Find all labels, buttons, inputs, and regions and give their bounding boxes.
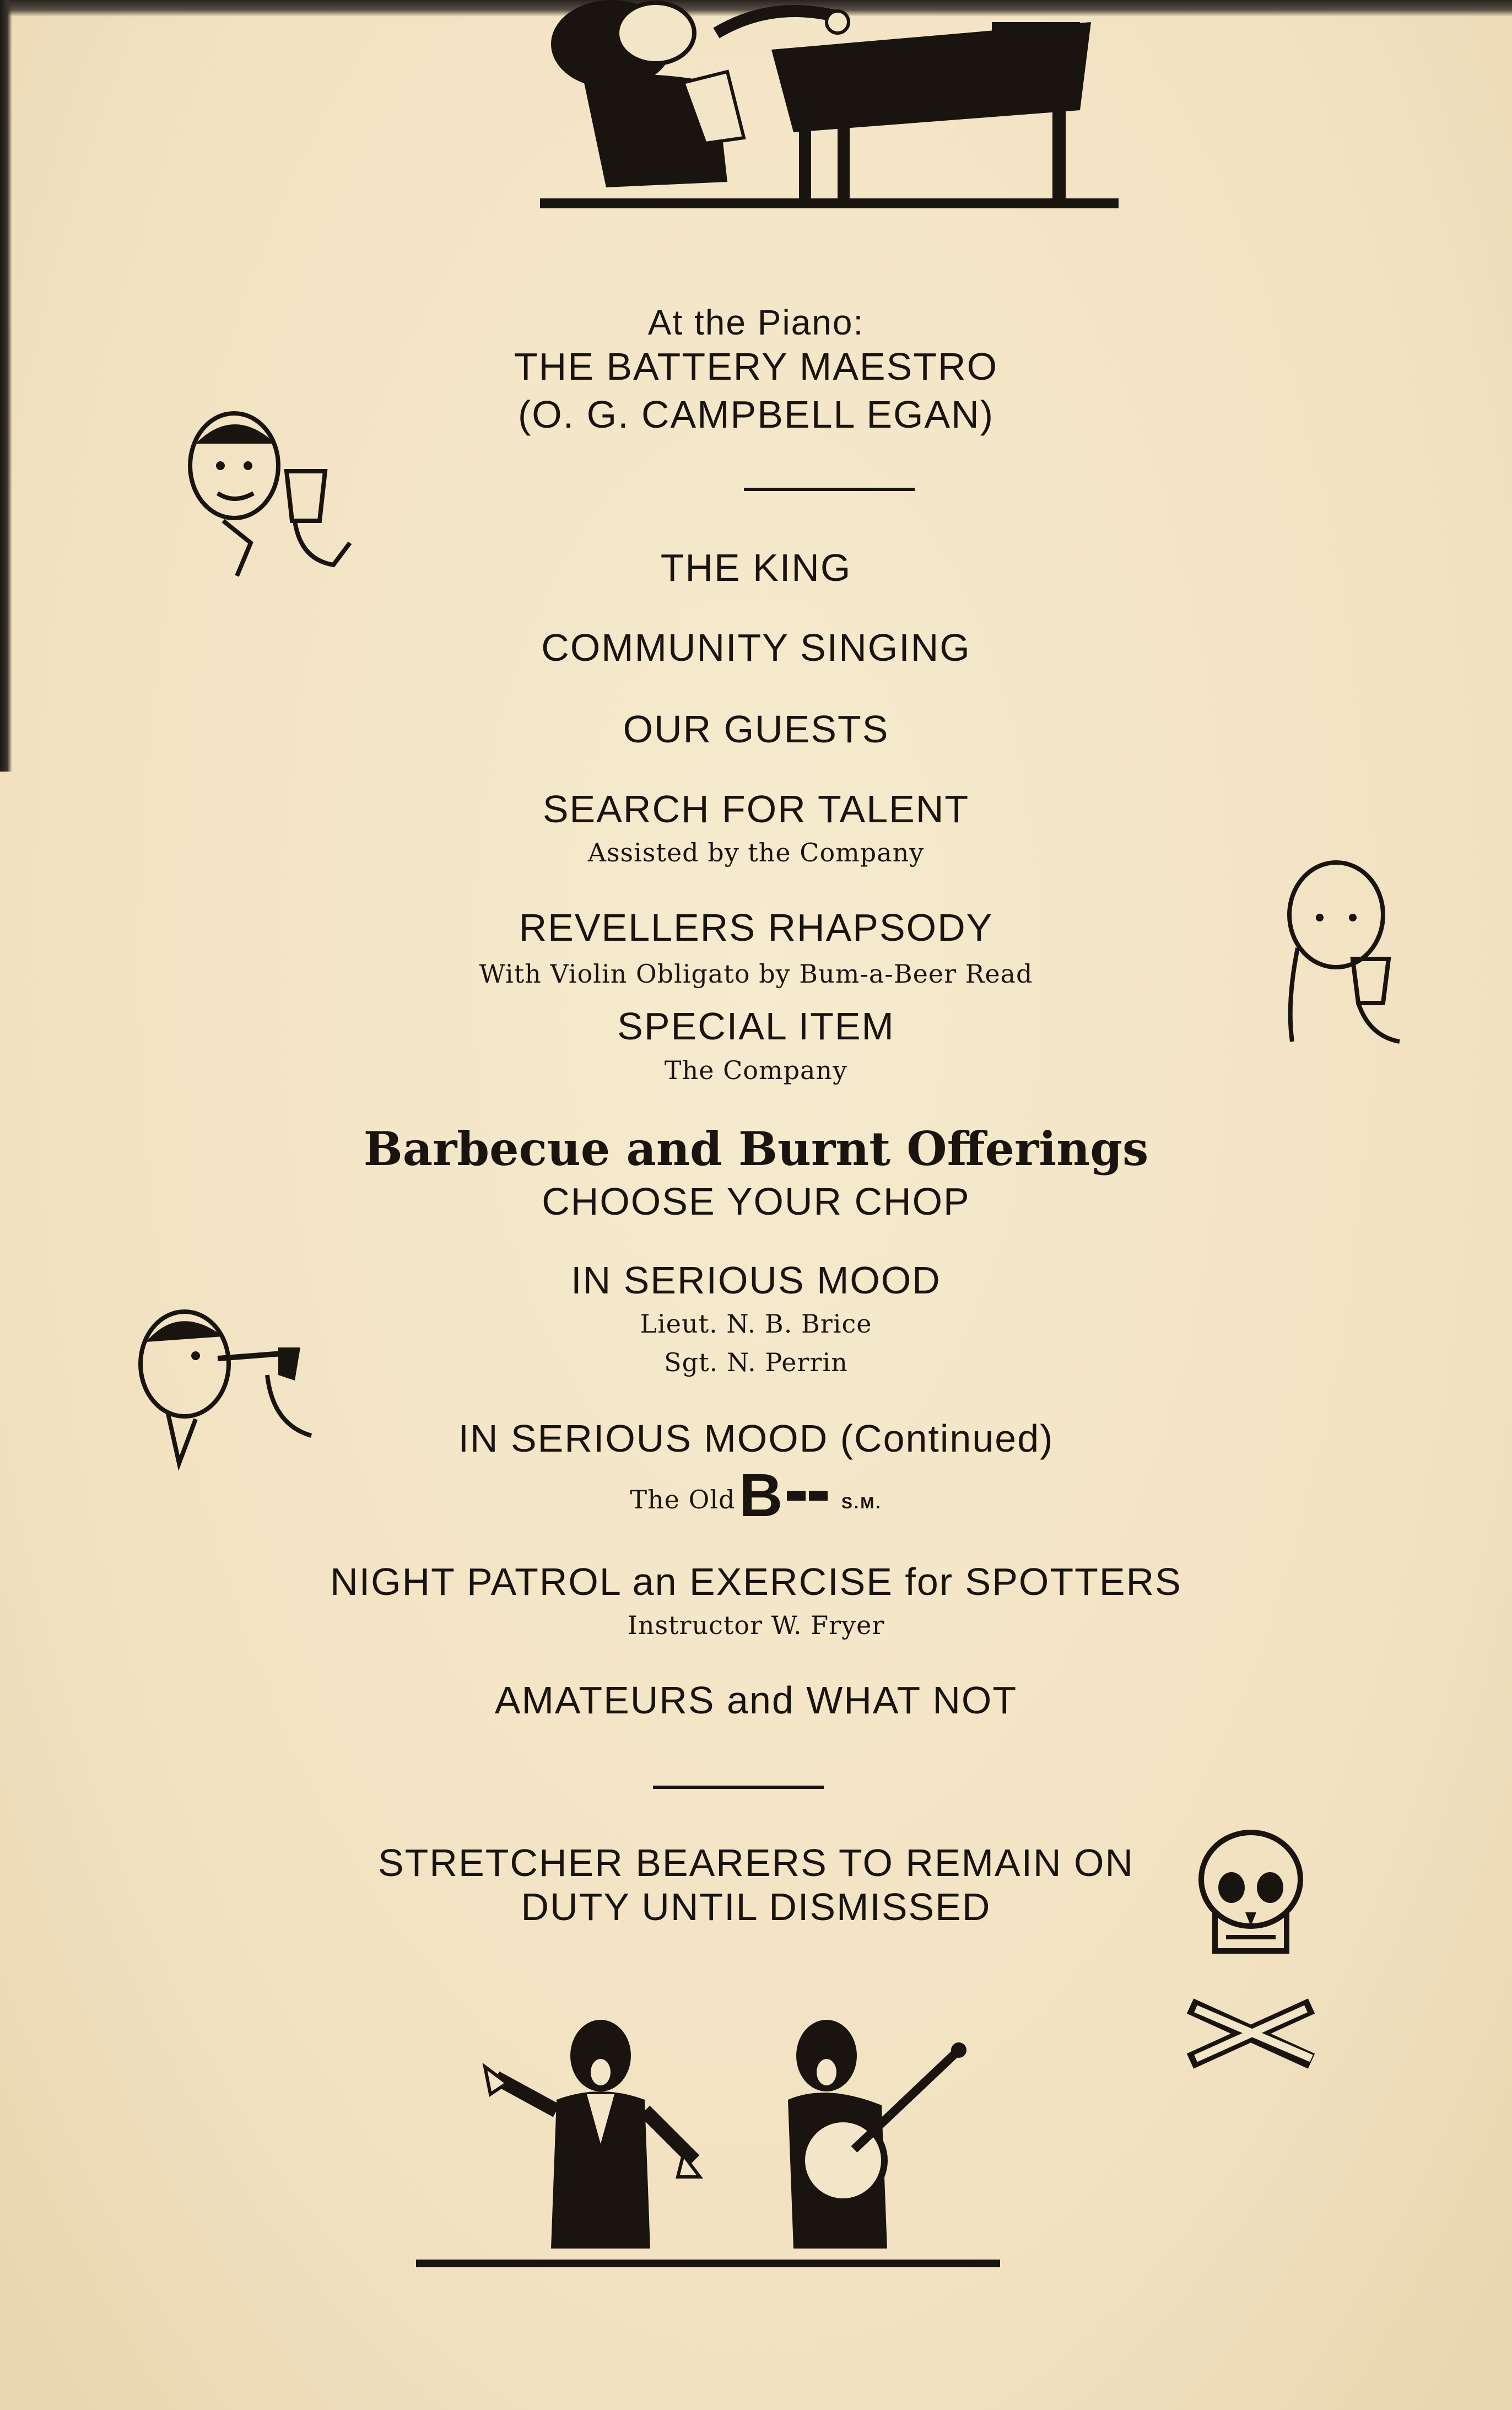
- item-barbecue: Barbecue and Burnt Offerings: [363, 1122, 1149, 1176]
- item-talent: SEARCH FOR TALENT: [542, 788, 970, 831]
- item-chop: CHOOSE YOUR CHOP: [542, 1180, 970, 1223]
- old-suffix: S.M.: [841, 1494, 882, 1512]
- maestro-name: (O. G. CAMPBELL EGAN): [517, 393, 995, 436]
- item-guests: OUR GUESTS: [623, 708, 889, 751]
- item-serious-1-sub2: Sgt. N. Perrin: [664, 1347, 848, 1377]
- item-special-sub: The Company: [664, 1055, 848, 1085]
- item-rhapsody: REVELLERS RHAPSODY: [519, 906, 993, 949]
- item-special: SPECIAL ITEM: [617, 1005, 895, 1048]
- item-community: COMMUNITY SINGING: [541, 626, 971, 669]
- item-patrol: NIGHT PATROL an EXERCISE for SPOTTERS: [330, 1560, 1182, 1603]
- minstrel-singer-illustration: [463, 2017, 705, 2271]
- skull-and-crossbones-illustration: [1174, 1830, 1328, 2072]
- item-patrol-sub: Instructor W. Fryer: [627, 1610, 885, 1640]
- item-king: THE KING: [660, 546, 852, 589]
- divider-top: [744, 488, 915, 491]
- old-dash-2: [809, 1491, 828, 1501]
- item-rhapsody-sub: With Violin Obligato by Bum-a-Beer Read: [479, 959, 1033, 989]
- pianist-illustration: [540, 0, 1124, 220]
- item-serious-2: IN SERIOUS MOOD (Continued): [458, 1417, 1054, 1460]
- stretcher-line-1: STRETCHER BEARERS TO REMAIN ON: [377, 1841, 1135, 1884]
- divider-bottom: [653, 1786, 824, 1789]
- old-letter: B: [738, 1462, 784, 1529]
- stretcher-line-2: DUTY UNTIL DISMISSED: [521, 1885, 991, 1928]
- item-old-bsm: [0, 1460, 1512, 1530]
- old-prefix: The Old: [630, 1485, 736, 1514]
- maestro-title: THE BATTERY MAESTRO: [514, 345, 998, 388]
- at-piano-label: At the Piano:: [647, 303, 865, 342]
- item-talent-sub: Assisted by the Company: [587, 838, 925, 867]
- old-dash-1: [787, 1491, 806, 1501]
- item-serious-1: IN SERIOUS MOOD: [571, 1259, 941, 1302]
- stage-floor: [416, 2260, 1000, 2267]
- item-serious-1-sub1: Lieut. N. B. Brice: [640, 1309, 872, 1339]
- item-amateurs: AMATEURS and WHAT NOT: [494, 1679, 1018, 1722]
- banjo-player-illustration: [771, 2017, 981, 2271]
